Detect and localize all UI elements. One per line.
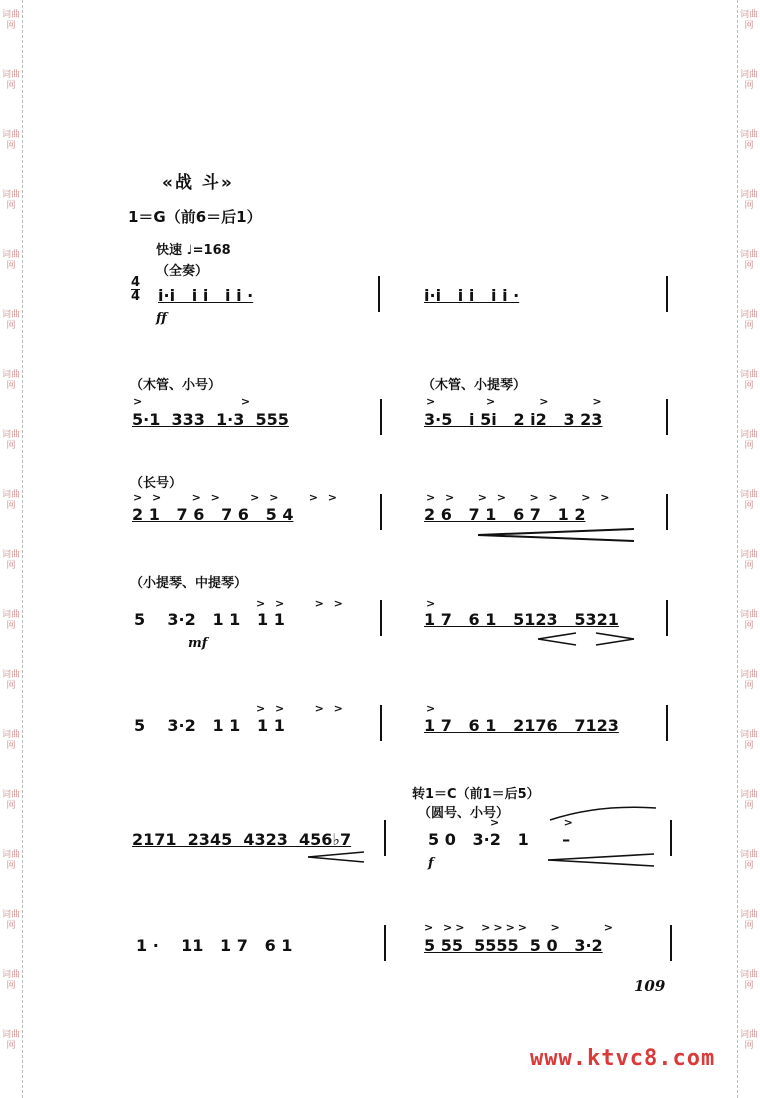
measure-notes: 5 0 3·2 1 – [428,830,571,849]
bar-line [384,820,386,856]
instrument-label: （木管、小提琴） [422,378,527,393]
watermark-text: 词曲网 [2,70,21,91]
watermark-text: 词曲网 [2,850,21,871]
bar-line [666,276,668,312]
bar-line [380,399,382,435]
measure-notes: 1 · 11 1 7 6 1 [136,936,293,955]
watermark-text: 词曲网 [2,1030,21,1051]
watermark-text: 词曲网 [2,730,21,751]
bar-line [666,399,668,435]
time-signature-top: 4 [131,275,141,290]
dynamic-marking: mf [188,636,208,651]
accent-marks: > > [133,395,254,408]
watermark-text: 词曲网 [740,910,759,931]
bar-line [378,276,380,312]
measure-notes: 2171 2345 4323 456♭7 [132,830,352,849]
watermark-text: 词曲网 [740,250,759,271]
measure-notes: 5 3·2 1 1 1 1 [134,610,285,629]
tempo-marking: 快速 ♩=168 [156,243,231,258]
watermark-text: 词曲网 [2,970,21,991]
key-signature: 1＝G（前6＝后1） [128,208,262,226]
dynamics-hairpins [538,632,638,646]
watermark-text: 词曲网 [2,910,21,931]
page-number: 109 [634,977,666,995]
watermark-text: 词曲网 [2,190,21,211]
time-signature-bottom: 4 [131,289,141,304]
watermark-text: 词曲网 [740,370,759,391]
instrument-label: （长号） [130,476,183,491]
piece-title: «战 斗» [162,173,234,193]
bar-line [380,600,382,636]
accent-marks: > > > > [426,395,605,408]
instrument-label: （全奏） [156,264,209,279]
watermark-text: 词曲网 [2,790,21,811]
measure-notes: 1 7 6 1 5123 5321 [424,610,619,629]
time-signature [131,276,140,303]
accent-marks: > [426,702,439,715]
accent-marks: > > [490,816,576,829]
instrument-label: （小提琴、中提琴） [130,576,248,591]
accent-marks: > > > > > > > > [426,491,613,504]
accent-marks: > > > > [256,597,346,610]
site-url-watermark: www.ktvc8.com [530,1046,716,1071]
tie-and-decrescendo [548,804,658,870]
dynamic-marking: f [428,856,434,871]
watermark-text: 词曲网 [2,430,21,451]
watermark-text: 词曲网 [2,310,21,331]
measure-notes: 5·1 333 1·3 555 [132,410,289,429]
dynamic-marking: ff [156,311,167,326]
instrument-label: （木管、小号） [130,378,222,393]
bar-line [666,494,668,530]
watermark-text: 词曲网 [740,550,759,571]
left-watermark-strip [0,0,23,1098]
watermark-text: 词曲网 [2,250,21,271]
instrument-label: （圆号、小号） [418,806,510,821]
watermark-text: 词曲网 [2,130,21,151]
bar-line [380,705,382,741]
watermark-text: 词曲网 [740,70,759,91]
bar-line [666,600,668,636]
measure-notes: 5 55 5555 5 0 3·2 [424,936,603,955]
watermark-text: 词曲网 [2,670,21,691]
measure-notes: i·i i i i i · [158,286,254,305]
bar-line [670,820,672,856]
watermark-text: 词曲网 [2,490,21,511]
measure-notes: 2 1 7 6 7 6 5 4 [132,505,294,524]
watermark-text: 词曲网 [2,10,21,31]
watermark-text: 词曲网 [740,790,759,811]
accent-marks: > > > > > > > > [133,491,341,504]
key-change-label: 转1＝C（前1＝后5） [412,787,540,802]
watermark-text: 词曲网 [740,730,759,751]
right-watermark-strip [737,0,760,1098]
measure-notes: 1 7 6 1 2176 7123 [424,716,619,735]
watermark-text: 词曲网 [740,1030,759,1051]
watermark-text: 词曲网 [2,610,21,631]
measure-notes: 2 6 7 1 6 7 1 2 [424,505,586,524]
watermark-text: 词曲网 [2,550,21,571]
measure-notes: i·i i i i i · [424,286,520,305]
watermark-text: 词曲网 [740,430,759,451]
watermark-text: 词曲网 [740,670,759,691]
crescendo-hairpin [478,528,636,542]
bar-line [384,925,386,961]
watermark-text: 词曲网 [740,130,759,151]
watermark-text: 词曲网 [740,190,759,211]
watermark-text: 词曲网 [2,370,21,391]
measure-notes: 3·5 i 5i 2 i2 3 23 [424,410,603,429]
accent-marks: > >> >>>> > > [424,921,616,934]
watermark-text: 词曲网 [740,10,759,31]
bar-line [380,494,382,530]
watermark-text: 词曲网 [740,850,759,871]
measure-notes: 5 3·2 1 1 1 1 [134,716,285,735]
watermark-text: 词曲网 [740,490,759,511]
bar-line [666,705,668,741]
watermark-text: 词曲网 [740,970,759,991]
crescendo-hairpin [308,851,366,863]
accent-marks: > [426,597,439,610]
watermark-text: 词曲网 [740,310,759,331]
accent-marks: > > > > [256,702,346,715]
bar-line [670,925,672,961]
watermark-text: 词曲网 [740,610,759,631]
